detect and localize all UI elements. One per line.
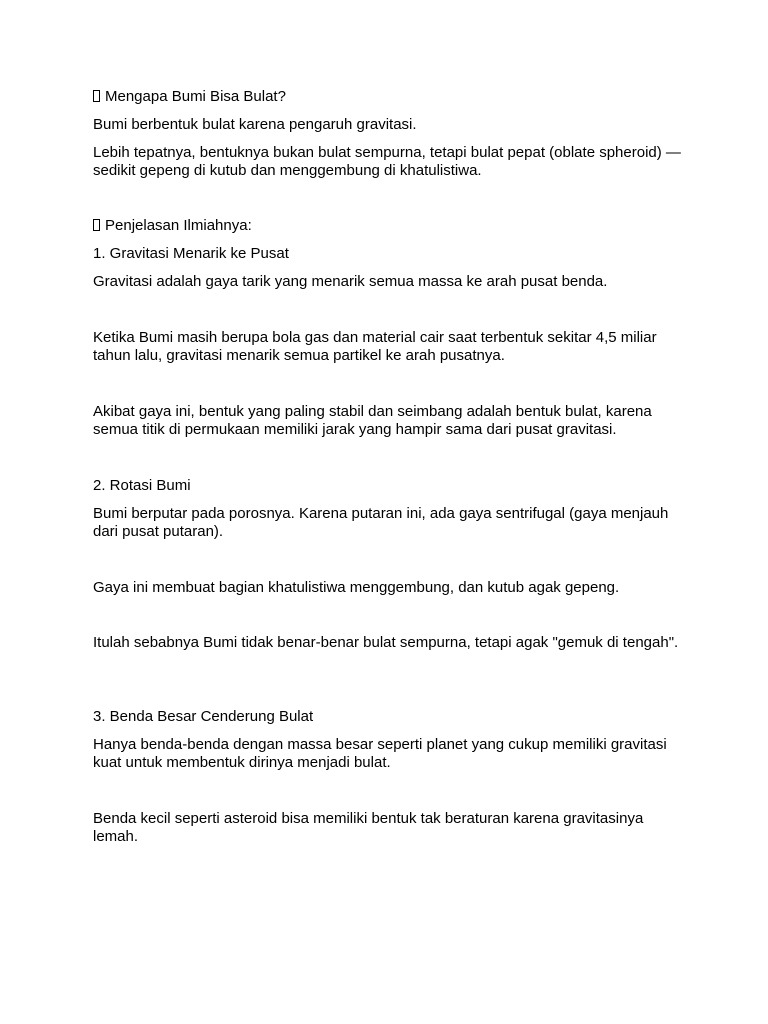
intro-paragraph-2: Lebih tepatnya, bentuknya bukan bulat sempurna, tetapi bulat pepat (oblate spheroid) — sedikit gepeng di kutub dan menggembung di khatulistiwa.	[93, 144, 681, 179]
section-1-paragraph: Ketika Bumi masih berupa bola gas dan material cair saat terbentuk sekitar 4,5 miliar tahun lalu, gravitasi menarik semua partikel ke arah pusatnya.	[93, 329, 657, 364]
section-1-title: 1. Gravitasi Menarik ke Pusat	[93, 245, 289, 262]
section-3-paragraph: Benda kecil seperti asteroid bisa memiliki bentuk tak beraturan karena gravitasinya lemah.	[93, 810, 644, 845]
section-3-paragraph: Hanya benda-benda dengan massa besar seperti planet yang cukup memiliki gravitasi kuat untuk membentuk dirinya menjadi bulat.	[93, 736, 667, 771]
heading-why-earth-round	[93, 88, 683, 106]
missing-glyph-icon	[93, 90, 100, 102]
section-2-title: 2. Rotasi Bumi	[93, 477, 191, 494]
heading-scientific-explanation	[93, 217, 683, 235]
section-1-paragraph: Akibat gaya ini, bentuk yang paling stabil dan seimbang adalah bentuk bulat, karena semua titik di permukaan memiliki jarak yang hampir sama dari pusat gravitasi.	[93, 403, 652, 438]
missing-glyph-icon	[93, 219, 100, 231]
section-1-paragraph: Gravitasi adalah gaya tarik yang menarik semua massa ke arah pusat benda.	[93, 273, 608, 290]
intro-paragraph-1: Bumi berbentuk bulat karena pengaruh gravitasi.	[93, 116, 417, 133]
heading-text: Mengapa Bumi Bisa Bulat?	[105, 88, 286, 105]
section-2-paragraph: Itulah sebabnya Bumi tidak benar-benar bulat sempurna, tetapi agak "gemuk di tengah".	[93, 634, 679, 651]
heading-text: Penjelasan Ilmiahnya:	[105, 217, 252, 234]
section-3-title: 3. Benda Besar Cenderung Bulat	[93, 708, 314, 725]
section-2-paragraph: Gaya ini membuat bagian khatulistiwa menggembung, dan kutub agak gepeng.	[93, 579, 620, 596]
section-2-paragraph: Bumi berputar pada porosnya. Karena putaran ini, ada gaya sentrifugal (gaya menjauh dari pusat putaran).	[93, 505, 669, 540]
